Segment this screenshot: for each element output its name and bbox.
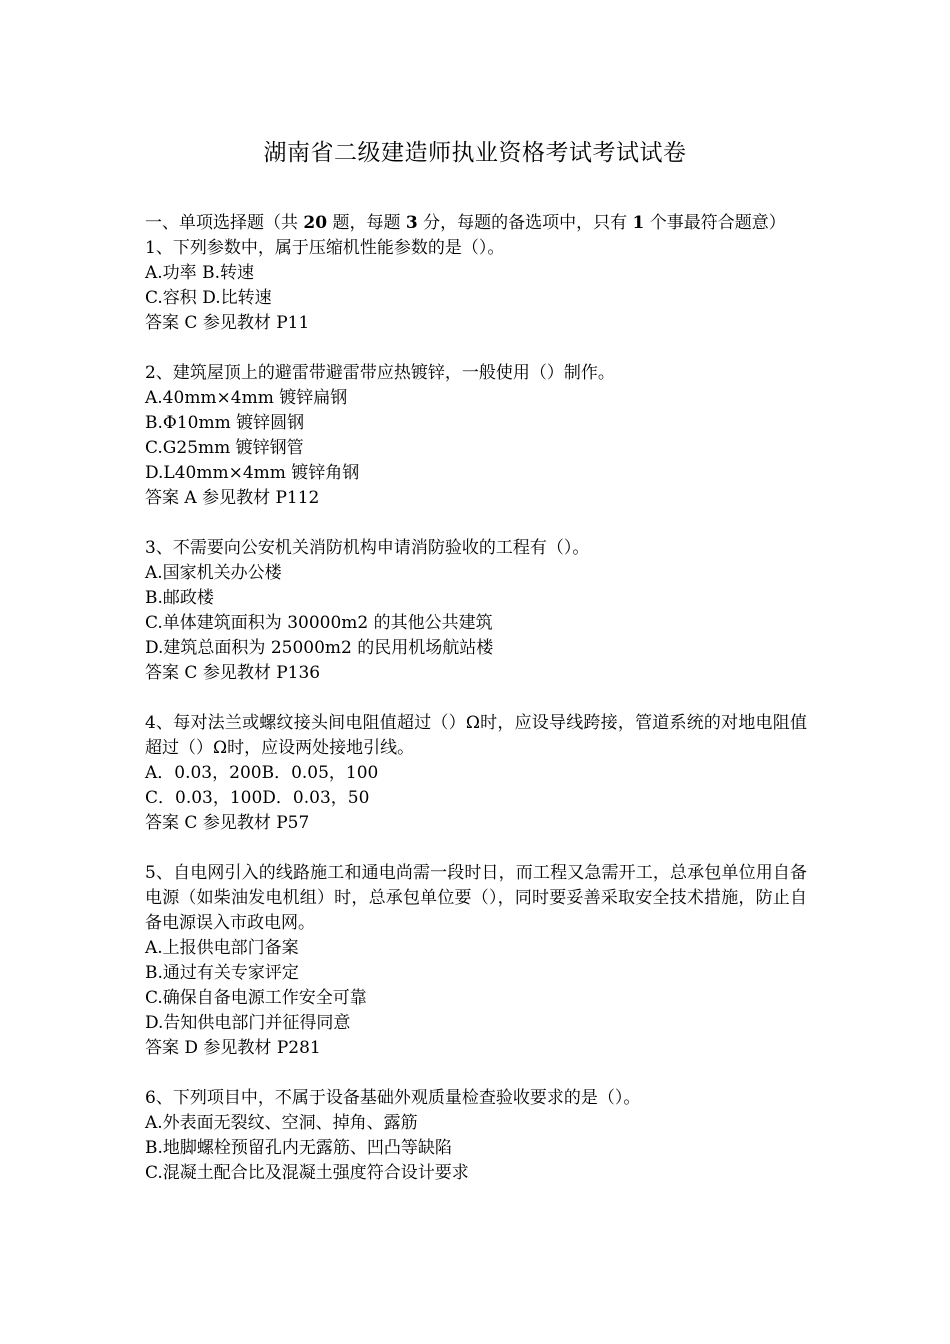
section-header-text: 一、单项选择题（共: [145, 213, 304, 233]
question-answer: 答案 C 参见教材 P57: [145, 813, 310, 833]
question-option: C．0.03，100D．0.03，50: [145, 788, 370, 808]
section-header: [145, 211, 807, 236]
question-option: A.外表面无裂纹、空洞、掉角、露筋: [145, 1113, 418, 1133]
spacer: [145, 336, 807, 361]
question-count: 20: [303, 213, 328, 233]
question-option: C.混凝土配合比及混凝土强度符合设计要求: [145, 1163, 469, 1183]
question-option: B.通过有关专家评定: [145, 963, 299, 983]
question-6: [145, 1086, 807, 1186]
section-header-text: 题，每题: [327, 213, 406, 233]
question-option: C.单体建筑面积为 30000m2 的其他公共建筑: [145, 613, 493, 633]
section-header-text: 个事最符合题意）: [644, 213, 786, 233]
points-per-question: 3: [405, 213, 418, 233]
question-option: A.功率 B.转速: [145, 263, 254, 283]
question-option: C.容积 D.比转速: [145, 288, 272, 308]
question-option: A.国家机关办公楼: [145, 563, 282, 583]
question-stem: 1、下列参数中，属于压缩机性能参数的是（）。: [145, 238, 505, 258]
question-answer: 答案 C 参见教材 P136: [145, 663, 321, 683]
spacer: [145, 1061, 807, 1086]
section-header-text: 分，每题的备选项中，只有: [417, 213, 633, 233]
question-stem: 4、每对法兰或螺纹接头间电阻值超过（）Ω时，应设导线跨接，管道系统的对地电阻值超过（）Ω时，应设两处接地引线。: [145, 713, 807, 758]
question-2: [145, 361, 807, 511]
question-stem: 5、自电网引入的线路施工和通电尚需一段时日，而工程又急需开工，总承包单位用自备电源（如柴油发电机组）时，总承包单位要（），同时要妥善采取安全技术措施，防止自备电源误入市政电网。: [145, 863, 807, 933]
spacer: [145, 686, 807, 711]
question-4: [145, 711, 807, 836]
correct-option-count: 1: [632, 213, 645, 233]
question-option: A．0.03，200B．0.05，100: [145, 763, 379, 783]
question-option: B.邮政楼: [145, 588, 214, 608]
question-option: A.40mm×4mm 镀锌扁钢: [145, 388, 348, 408]
question-option: D.建筑总面积为 25000m2 的民用机场航站楼: [145, 638, 494, 658]
question-answer: 答案 A 参见教材 P112: [145, 488, 320, 508]
question-option: A.上报供电部门备案: [145, 938, 299, 958]
question-option: D.L40mm×4mm 镀锌角钢: [145, 463, 360, 483]
spacer: [145, 836, 807, 861]
question-answer: 答案 C 参见教材 P11: [145, 313, 310, 333]
document-title: 湖南省二级建造师执业资格考试考试试卷: [263, 140, 687, 166]
question-1: [145, 236, 807, 336]
question-5: [145, 861, 807, 1061]
question-option: B.地脚螺栓预留孔内无露筋、凹凸等缺陷: [145, 1138, 452, 1158]
question-3: [145, 536, 807, 686]
question-option: C.G25mm 镀锌钢管: [145, 438, 304, 458]
document-body: [145, 211, 807, 1186]
question-option: C.确保自备电源工作安全可靠: [145, 988, 367, 1008]
spacer: [145, 511, 807, 536]
question-option: B.Φ10mm 镀锌圆钢: [145, 413, 305, 433]
question-option: D.告知供电部门并征得同意: [145, 1013, 351, 1033]
question-stem: 3、不需要向公安机关消防机构申请消防验收的工程有（）。: [145, 538, 590, 558]
question-stem: 2、建筑屋顶上的避雷带避雷带应热镀锌，一般使用（）制作。: [145, 363, 615, 383]
question-stem: 6、下列项目中，不属于设备基础外观质量检查验收要求的是（）。: [145, 1088, 641, 1108]
question-answer: 答案 D 参见教材 P281: [145, 1038, 321, 1058]
